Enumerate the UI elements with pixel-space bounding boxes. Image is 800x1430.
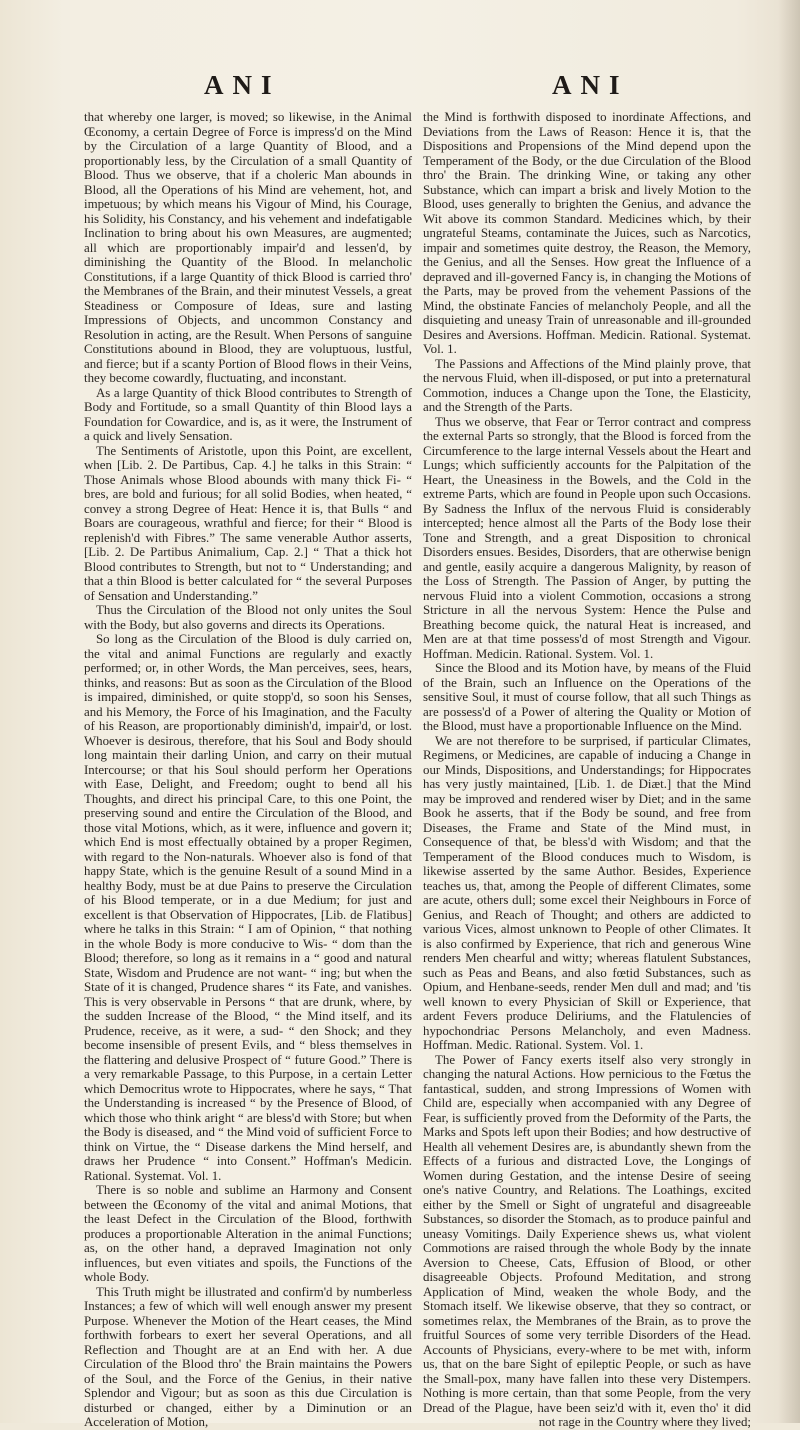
paragraph: The Power of Fancy exerts itself also very strongly in changing the natural Actions. How pernicious to the Fœtus the fantastical, sudden, and strong Impressions of Women with Child are, especially when accompanied with any Degree of Fear, is sufficiently proved from the Deformity of the Parts, the Marks and Spots left upon their Bodies; and how destructive of Health all vehement Desires are, is abundantly shewn from the Effects of a furious and distracted Love, the Longings of Women during Gestation, and the intense Desire of seeing one's native Country, and Relations. The Loathings, excited either by the Smell or Sight of ungrateful and disagreeable Substances, so disorder the Stomach, as to produce painful and uneasy Vomitings. Daily Experience shews us, what violent Commotions are raised through the whole Body by the innate Aversion to Cheese, Cats, Effusion of Blood, or other disagreeable Objects. Profound Meditation, and strong Application of Mind, weaken the whole Body, and the Stomach itself. We likewise observe, that they so contract, or sometimes relax, the Membranes of the Brain, as to prove the fruitful Sources of some very terrible Disorders of the Head. Accounts of Physicians, every-where to be met with, inform us, that on the bare Sight of epileptic People, or such as have the Small-pox, many have fallen into these very Distempers. Nothing is more certain, than that some People, from the very Dread of the Plague, have been seiz'd with it, even tho' it did not rage in the Country where they lived; [423,1052,751,1429]
paragraph: There is so noble and sublime an Harmony and Consent between the Œconomy of the vital and animal Motions, that the least Defect in the Circulation of the Blood, forthwith produces a proportionable Alteration in the animal Functions; as, on the other hand, a depraved Imagination not only influences, but even vitiates and spoils, the Functions of the whole Body. [84,1183,412,1284]
paragraph: The Sentiments of Aristotle, upon this Point, are excellent, when [Lib. 2. De Partibus, Cap. 4.] he talks in this Strain: “ Those Animals whose Blood abounds with many thick Fi- “ bres, are bold and furious; for all solid Bodies, when heated, “ convey a strong Degree of Heat: Hence it is, that Bulls “ and Boars are courageous, wrathful and fierce; for their “ Blood is replenish'd with Fibres.” The same venerable Author asserts, [Lib. 2. De Partibus Animalium, Cap. 2.] “ That a thick hot Blood contributes to Strength, but not to “ Understanding; and that a thin Blood is better calculated for “ the several Purposes of Sensation and Understanding.” [84,443,412,603]
paragraph: This Truth might be illustrated and confirm'd by numberless Instances; a few of which will well enough answer my present Purpose. Whenever the Motion of the Heart ceases, the Mind forthwith forbears to exert her several Operations, and all Reflection and Thought are at an End with her. A due Circulation of the Blood thro' the Brain maintains the Powers of the Soul, and the Force of the Genius, in their native Splendor and Vigour; but as soon as this due Circulation is disturbed or changed, either by a Diminution or an Acceleration of Motion, [84,1284,412,1429]
page-edge-shadow [778,0,800,1423]
right-headword: ANI [552,70,629,100]
paragraph: So long as the Circulation of the Blood is duly carried on, the vital and animal Functions are regularly and exactly performed; or, in other Words, the Man perceives, sees, hears, thinks, and reasons: But as soon as the Circulation of the Blood is impaired, diminished, or quite stopp'd, so soon his Senses, and his Memory, the Force of his Imagination, and the Faculty of his Reason, are proportionably diminish'd, impair'd, or lost. Whoever is desirous, therefore, that his Soul and Body should long maintain their darling Union, and carry on their mutual Intercourse; or that his Soul should perform her Operations with Ease, Delight, and Freedom; ought to bend all his Thoughts, and direct his principal Care, to this one Point, the preserving sound and entire the Circulation of the Blood, and those vital Motions, which, as it were, influence and govern it; which End is most effectually obtained by a proper Regimen, with regard to the Non-naturals. Whoever also is fond of that happy State, which is the genuine Result of a sound Mind in a healthy Body, must be at due Pains to preserve the Circulation of his Blood temperate, or in a due Medium; for just and excellent is that Observation of Hippocrates, [Lib. de Flatibus] where he talks in this Strain: “ I am of Opinion, “ that nothing in the whole Body is more conducive to Wis- “ dom than the Blood; therefore, so long as it remains in a “ good and natural State, Wisdom and Prudence are not want- “ ing; but when the State of it is changed, Prudence shares “ its Fate, and vanishes. This is very observable in Persons “ that are drunk, where, by the sudden Increase of the Blood, “ the Mind itself, and its Prudence, receive, as it were, a sud- “ den Shock; and they become insensible of present Evils, and “ bless themselves in the flattering and delusive Prospect of “ future Good.” There is a very remarkable Passage, to this Purpose, in a certain Letter which Democritus wrote to Hippocrates, where he says, “ That the Understanding is increased “ by the Presence of Blood, of which those who think aright “ are bless'd with Store; but when the Body is diseased, and “ the Mind void of sufficient Force to think on Virtue, the “ Disease darkens the Mind herself, and draws her Prudence “ into Consent.” Hoffman's Medicin. Rational. Systemat. Vol. 1. [84,632,412,1183]
paragraph: Since the Blood and its Motion have, by means of the Fluid of the Brain, such an Influence on the Operations of the sensitive Soul, it must of course follow, that all such Things as are possess'd of a Power of altering the Quality or Motion of the Blood, must have a proportionable Influence on the Mind. [423,661,751,733]
paragraph: Thus we observe, that Fear or Terror contract and compress the external Parts so strongly, that the Blood is forced from the Circumference to the large internal Vessels about the Heart and Lungs; which sufficiently accounts for the Palpitation of the Heart, the Uneasiness in the Bowels, and the Cold in the extreme Parts, which are found in People upon such Occasions. By Sadness the Influx of the nervous Fluid is considerably intercepted; hence almost all the Parts of the Body lose their Tone and Strength, and a great Disposition to chronical Disorders ensues. Besides, Disorders, that are otherwise benign and gentle, easily acquire a dangerous Malignity, by reason of the Loss of Strength. The Passion of Anger, by putting the nervous Fluid into a violent Commotion, occasions a strong Stricture in all the nervous System: Hence the Pulse and Breathing become quick, the natural Heat is increased, and Men are at that time possess'd of most Strength and Vigour. Hoffman. Medicin. Rational. System. Vol. 1. [423,414,751,661]
left-headword: ANI [204,70,281,100]
left-text-column [84,110,412,1429]
paragraph: the Mind is forthwith disposed to inordinate Affections, and Deviations from the Laws of Reason: Hence it is, that the Dispositions and Propensions of the Mind depend upon the Temperament of the Body, or the due Circulation of the Blood thro' the Brain. The drinking Wine, or taking any other Substance, which can impart a brisk and lively Motion to the Blood, uses generally to brighten the Genius, and advance the Wit above its common Standard. Medicines which, by their ungrateful Steams, contaminate the Juices, such as Narcotics, impair and sometimes quite destroy, the Reason, the Memory, the Genius, and all the Senses. How great the Influence of a depraved and ill-governed Fancy is, in changing the Motions of the Parts, may be proved from the vehement Passions of the Mind, the obstinate Fancies of melancholy People, and all the disquieting and uneasy Train of unreasonable and ill-grounded Desires and Aversions. Hoffman. Medicin. Rational. Systemat. Vol. 1. [423,110,751,356]
paragraph: As a large Quantity of thick Blood contributes to Strength of Body and Fortitude, so a small Quantity of thin Blood lays a Foundation for Cowardice, and is, as it were, the Instrument of a quick and lively Sensation. [84,385,412,443]
paragraph: Thus the Circulation of the Blood not only unites the Soul with the Body, but also governs and directs its Operations. [84,603,412,632]
right-text-column [423,110,751,1429]
paragraph: that whereby one larger, is moved; so likewise, in the Animal Œconomy, a certain Degree of Force is impress'd on the Mind by the Circulation of a large Quantity of Blood, and a proportionably less, by the Circulation of a small Quantity of Blood. Thus we observe, that if a choleric Man abounds in Blood, all the Operations of his Mind are vehement, hot, and impetuous; by which means his Vigour of Mind, his Courage, his Solidity, his Constancy, and his vehement and indefatigable Inclination to bring about his own Measures, are augmented; all which are proportionably impair'd and lessen'd, by diminishing the Quantity of the Blood. In melancholic Constitutions, if a large Quantity of thick Blood is carried thro' the Membranes of the Brain, and their minutest Vessels, a great Steadiness or Composure of Ideas, sure and lasting Impressions of Objects, and uncommon Constancy and Resolution in acting, are the Result. When Persons of sanguine Constitutions abound in Blood, they are voluptuous, lustful, and fierce; but if a scanty Portion of Blood flows in their Veins, they become cowardly, fluctuating, and inconstant. [84,110,412,385]
running-header [0,70,800,110]
paragraph: The Passions and Affections of the Mind plainly prove, that the nervous Fluid, when ill-disposed, or put into a preternatural Commotion, induces a Change upon the Tone, the Elasticity, and the Strength of the Parts. [423,356,751,414]
paragraph: We are not therefore to be surprised, if particular Climates, Regimens, or Medicines, are capable of inducing a Change in our Minds, Dispositions, and Understandings; for Hippocrates has very justly maintained, [Lib. 1. de Diæt.] that the Mind may be improved and rendered wiser by Diet; and in the same Book he asserts, that if the Body be sound, and free from Diseases, the Frame and State of the Mind must, in Consequence of that, be bless'd with Wisdom; and that the Temperament of the Blood conduces much to Wisdom, is likewise asserted by the same Author. Besides, Experience teaches us, that, among the People of different Climates, some are acute, others dull; some excel their Neighbours in Force of Genius, and Reach of Thought; and others are addicted to various Vices, almost unknown to People of other Climates. It is also confirmed by Experience, that rich and generous Wine renders Men chearful and witty; whereas flatulent Substances, such as Peas and Beans, and also fœtid Substances, such as Opium, and Henbane-seeds, render Men dull and mad; and 'tis well known to every Physician of Skill or Experience, that ardent Fevers produce Deliriums, and the Flatulencies of hypochondriac Persons Melancholy, and even Madness. Hoffman. Medic. Rational. System. Vol. 1. [423,733,751,1052]
